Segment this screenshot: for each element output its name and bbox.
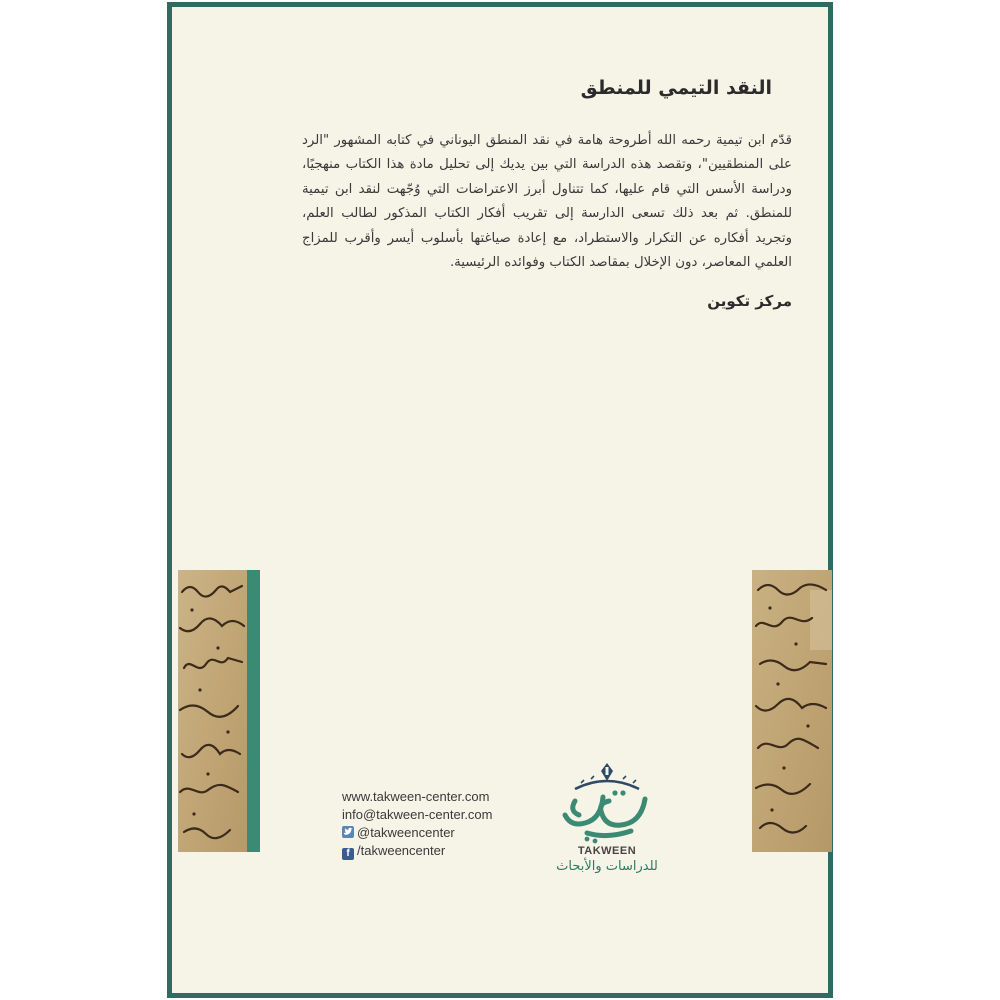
takween-calligraphy-emblem	[547, 759, 667, 847]
website-link[interactable]: www.takween-center.com	[342, 789, 490, 804]
logo-wordmark: TAKWEEN	[577, 845, 637, 857]
logo-tagline: للدراسات والأبحاث	[556, 859, 658, 874]
twitter-bird-icon	[342, 826, 354, 838]
manuscript-strip-left	[178, 570, 260, 852]
facebook-link[interactable]: f /takweencenter	[342, 843, 445, 859]
author-name: مركز تكوين	[707, 292, 792, 310]
takween-logo	[547, 759, 667, 879]
contact-info	[342, 789, 522, 859]
book-description: قدّم ابن تيمية رحمه الله أطروحة هامة في نقد المنطق اليوناني في كتابه المشهور "الرد على المنطقيين"، وتقصد هذه الدراسة التي بين يديك إلى تحليل مادة هذا الكتاب منهجيًا، ودراسة الأسس التي قام عليها، كما تتناول أبرز الاعتراضات التي وُجّهت لنقد ابن تيمية للمنطق. ثم بعد ذلك تسعى الدارسة إلى تقريب أفكار الكتاب المذكور لطالب العلم، وتجريد أفكاره عن التكرار والاستطراد، مع إعادة صياغتها بأسلوب أيسر وأقرب للمزاج العلمي المعاصر، دون الإخلال بمقاصد الكتاب وفوائده الرئيسية.	[302, 133, 792, 271]
book-back-cover	[167, 2, 833, 998]
manuscript-strip-right	[752, 570, 832, 852]
facebook-icon: f	[342, 848, 354, 860]
manuscript-image-right	[752, 570, 832, 852]
book-title: النقد التيمي للمنطق	[580, 77, 772, 99]
email-link[interactable]: info@takween-center.com	[342, 807, 493, 822]
twitter-link[interactable]: @takweencenter	[342, 825, 455, 841]
manuscript-image-left	[178, 570, 247, 852]
